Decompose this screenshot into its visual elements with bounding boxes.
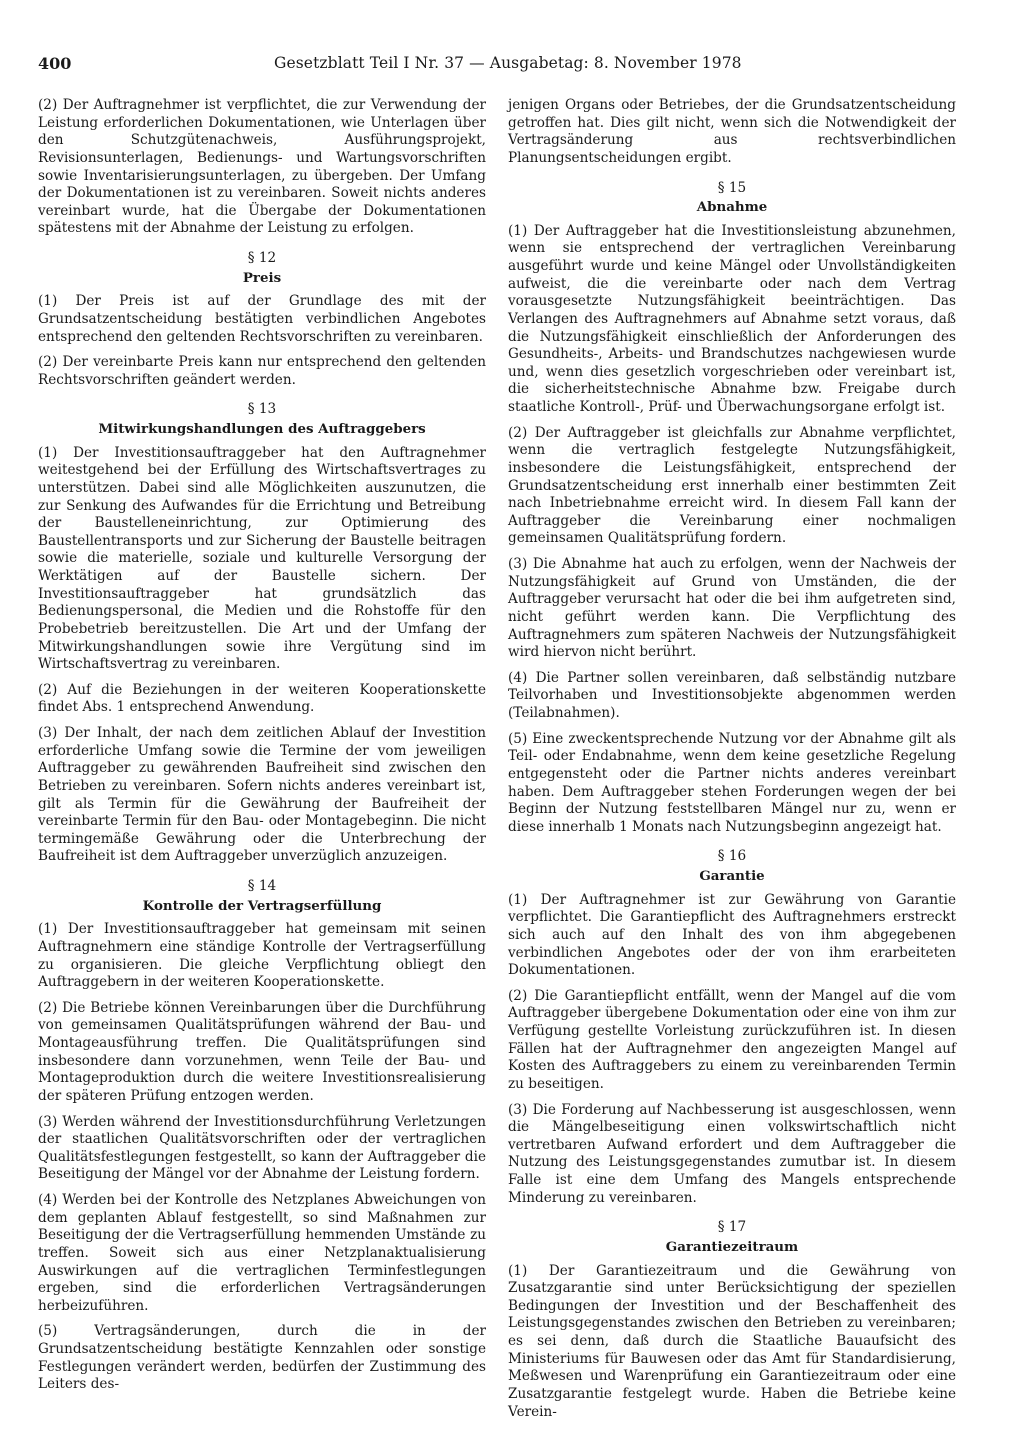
paragraph-15-5: (5) Eine zweckentsprechende Nutzung vor der Abnahme gilt als Teil- oder Endabnahme, wenn dem keine gesetzliche Regelung entgegensteht oder die Partner nichts anderes vereinbart haben. Dem Auftraggeber stehen Forderungen wegen der bei Beginn der Nutzung feststellbaren Mängel nur zu, wenn er diese innerhalb 1 Monats nach Nutzungsbeginn angezeigt hat. xyxy=(508,730,956,835)
section-16-number: § 16 xyxy=(717,848,747,865)
paragraph-15-1: (1) Der Auftraggeber hat die Investitionsleistung abzunehmen, wenn sie entsprechend der vertraglichen Vereinbarung ausgeführt wurde und keine Mängel oder Unvollständigkeiten aufweist, die die vereinbarte oder nach dem Vertrag vorausgesetzte Nutzungsfähigkeit beeinträchtigen. Das Verlangen des Auftragnehmers auf Abnahme setzt voraus, daß die Nutzungsfähigkeit einschließlich der Anforderungen des Gesundheits-, Arbeits- und Brandschutzes nachgewiesen wurde und, wenn dies gesetzlich vorgeschrieben oder vereinbart ist, die sicherheitstechnische Abnahme bzw. Freigabe durch staatliche Kontroll-, Prüf- und Überwachungsorgane erfolgt ist. xyxy=(508,222,956,415)
paragraph-11-2: (2) Der Auftragnehmer ist verpflichtet, die zur Verwendung der Leistung erforderlichen Dokumentationen, wie Unterlagen über den Schutzgütenachweis, Ausführungsprojekt, Revisionsunterlagen, Bedienungs- und Wartungsvorschriften sowie Inventarisierungsunterlagen, zu übergeben. Der Umfang der Dokumentationen ist zu vereinbaren. Soweit nichts anderes vereinbart wurde, hat die Übergabe der Dokumentationen spätestens mit der Abnahme der Leistung zu erfolgen. xyxy=(38,97,486,237)
paragraph-16-2: (2) Die Garantiepflicht entfällt, wenn der Mangel auf die vom Auftraggeber übergebene Dokumentation oder eine von ihm zur Verfügung gestellte Vorleistung zurückzuführen ist. In diesen Fällen hat der Auftragnehmer den angezeigten Mangel auf Kosten des Auftraggebers zu einem zu vereinbarenden Termin zu beseitigen. xyxy=(508,987,956,1092)
section-12-title: Preis xyxy=(242,269,282,286)
section-14-title: Kontrolle der Vertragserfüllung xyxy=(142,897,382,914)
left-column xyxy=(38,97,486,1402)
page-number: 400 xyxy=(38,54,72,73)
paragraph-16-3: (3) Die Forderung auf Nachbesserung ist ausgeschlossen, wenn die Mängelbeseitigung einen volkswirtschaftlich nicht vertretbaren Aufwand erfordert und dem Auftraggeber die Nutzung des Leistungsgegenstandes zumutbar ist. In diesem Falle ist eine dem Umfang des Mangels entsprechende Minderung zu vereinbaren. xyxy=(508,1101,956,1206)
paragraph-14-2: (2) Die Betriebe können Vereinbarungen über die Durchführung von gemeinsamen Qualitätsprüfungen während der Bau- und Montageausführung treffen. Die Qualitätsprüfungen sind insbesondere dann vorzunehmen, wenn Teile der Bau- und Montageproduktion durch die weitere Investitionsrealisierung der späteren Prüfung entzogen werden. xyxy=(38,999,486,1104)
paragraph-13-3: (3) Der Inhalt, der nach dem zeitlichen Ablauf der Investition erforderliche Umfang sowie die Termine der vom jeweiligen Auftraggeber zu gewährenden Baufreiheit sind zwischen den Betrieben zu vereinbaren. Sofern nichts anderes vereinbart ist, gilt als Termin für die Gewährung der Baufreiheit der vereinbarte Termin für den Bau- oder Montagebeginn. Die nicht termingemäße Gewährung oder die Unterbrechung der Baufreiheit ist dem Auftraggeber unverzüglich anzuzeigen. xyxy=(38,725,486,865)
paragraph-15-2: (2) Der Auftraggeber ist gleichfalls zur Abnahme verpflichtet, wenn die vertraglich festgelegte Nutzungsfähigkeit, insbesondere die Leistungsfähigkeit, entsprechend der Grundsatzentscheidung erst innerhalb einer bestimmten Zeit nach Inbetriebnahme erreicht wird. In diesem Fall kann der Auftraggeber die Vereinbarung einer nochmaligen gemeinsamen Qualitätsprüfung fordern. xyxy=(508,424,956,547)
paragraph-13-1: (1) Der Investitionsauftraggeber hat den Auftragnehmer weitestgehend bei der Erfüllung des Wirtschaftsvertrages zu unterstützen. Dabei sind alle Möglichkeiten auszunutzen, die zur Senkung des Aufwandes für die Errichtung und Betreibung der Baustelleneinrichtung, zur Optimierung des Baustellentransports und zur Sicherung der Baustelle beitragen sowie die materielle, soziale und kulturelle Versorgung der Werktätigen auf der Baustelle sichern. Der Investitionsauftraggeber hat grundsätzlich das Bedienungspersonal, die Medien und die Rohstoffe für den Probebetrieb bereitzustellen. Die Art und der Umfang der Mitwirkungshandlungen sowie ihre Vergütung sind im Wirtschaftsvertrag zu vereinbaren. xyxy=(38,444,486,673)
paragraph-14-4: (4) Werden bei der Kontrolle des Netzplanes Abweichungen von dem geplanten Ablauf festgestellt, so sind Maßnahmen zur Beseitigung der die Vertragserfüllung hemmenden Umstände zu treffen. Soweit sich aus einer Netzplanaktualisierung Auswirkungen auf die vertraglichen Terminfestlegungen ergeben, sind die erforderlichen Vertragsänderungen herbeizuführen. xyxy=(38,1192,486,1314)
section-17-title: Garantiezeitraum xyxy=(665,1238,799,1255)
section-13-title: Mitwirkungshandlungen des Auftraggebers xyxy=(98,421,426,437)
page-header xyxy=(38,50,978,80)
paragraph-14-1: (1) Der Investitionsauftraggeber hat gemeinsam mit seinen Auftragnehmern eine ständige Kontrolle der Vertragserfüllung zu organisieren. Die gleiche Verpflichtung obliegt den Auftraggebern in der weiteren Kooperationskette. xyxy=(38,921,486,991)
running-title: Gesetzblatt Teil I Nr. 37 — Ausgabetag: 8. November 1978 xyxy=(274,54,742,72)
section-13-number: § 13 xyxy=(247,401,277,418)
section-12-number: § 12 xyxy=(247,250,277,266)
section-17-number: § 17 xyxy=(717,1219,747,1236)
paragraph-12-2: (2) Der vereinbarte Preis kann nur entsprechend den geltenden Rechtsvorschriften geändert werden. xyxy=(38,354,486,388)
section-14-number: § 14 xyxy=(247,878,277,894)
paragraph-12-1: (1) Der Preis ist auf der Grundlage des mit der Grundsatzentscheidung bestätigten verbindlichen Angebotes entsprechend den geltenden Rechtsvorschriften zu vereinbaren. xyxy=(38,293,486,345)
section-16-title: Garantie xyxy=(699,868,765,884)
right-column xyxy=(508,97,956,1429)
section-15-title: Abnahme xyxy=(696,199,768,216)
paragraph-15-3: (3) Die Abnahme hat auch zu erfolgen, wenn der Nachweis der Nutzungsfähigkeit auf Grund von Umständen, die der Auftraggeber verursacht hat oder die bei ihm aufgetreten sind, nicht geführt werden kann. Die Verpflichtung des Auftragnehmers zum späteren Nachweis der Nutzungsfähigkeit wird hiervon nicht berührt. xyxy=(508,556,956,661)
paragraph-17-1: (1) Der Garantiezeitraum und die Gewährung von Zusatzgarantie sind unter Berücksichtigung der speziellen Bedingungen der Investition und der Beschaffenheit des Leistungsgegenstandes zwischen den Betrieben zu vereinbaren; es sei denn, daß durch die Staatliche Bauaufsicht des Ministeriums für Bauwesen oder das Amt für Standardisierung, Meßwesen und Warenprüfung ein Garantiezeitraum oder eine Zusatzgarantie festgelegt wurde. Haben die Betriebe keine Verein- xyxy=(508,1262,956,1420)
paragraph-14-3: (3) Werden während der Investitionsdurchführung Verletzungen der staatlichen Qualitätsvorschriften oder der vertraglichen Qualitätsfestlegungen festgestellt, so kann der Auftraggeber die Beseitigung der Mängel vor der Abnahme der Leistung fordern. xyxy=(38,1113,486,1183)
paragraph-14-5: (5) Vertragsänderungen, durch die in der Grundsatzentscheidung bestätigte Kennzahlen oder sonstige Festlegungen verändert werden, bedürfen der Zustimmung des Leiters des- xyxy=(38,1323,486,1393)
paragraph-14-5-continued: jenigen Organs oder Betriebes, der die Grundsatzentscheidung getroffen hat. Dies gilt nicht, wenn sich die Notwendigkeit der Vertragsänderung aus rechtsverbindlichen Planungsentscheidungen ergibt. xyxy=(508,97,956,166)
section-15-number: § 15 xyxy=(717,179,747,196)
paragraph-15-4: (4) Die Partner sollen vereinbaren, daß selbständig nutzbare Teilvorhaben und Investitionsobjekte abgenommen werden (Teilabnahmen). xyxy=(508,669,956,721)
paragraph-16-1: (1) Der Auftragnehmer ist zur Gewährung von Garantie verpflichtet. Die Garantiepflicht des Auftragnehmers erstreckt sich auch auf den Inhalt des von ihm abgegebenen verbindlichen Angebotes oder der von ihm erarbeiteten Dokumentationen. xyxy=(508,891,956,979)
paragraph-13-2: (2) Auf die Beziehungen in der weiteren Kooperationskette findet Abs. 1 entsprechend Anwendung. xyxy=(38,681,486,716)
